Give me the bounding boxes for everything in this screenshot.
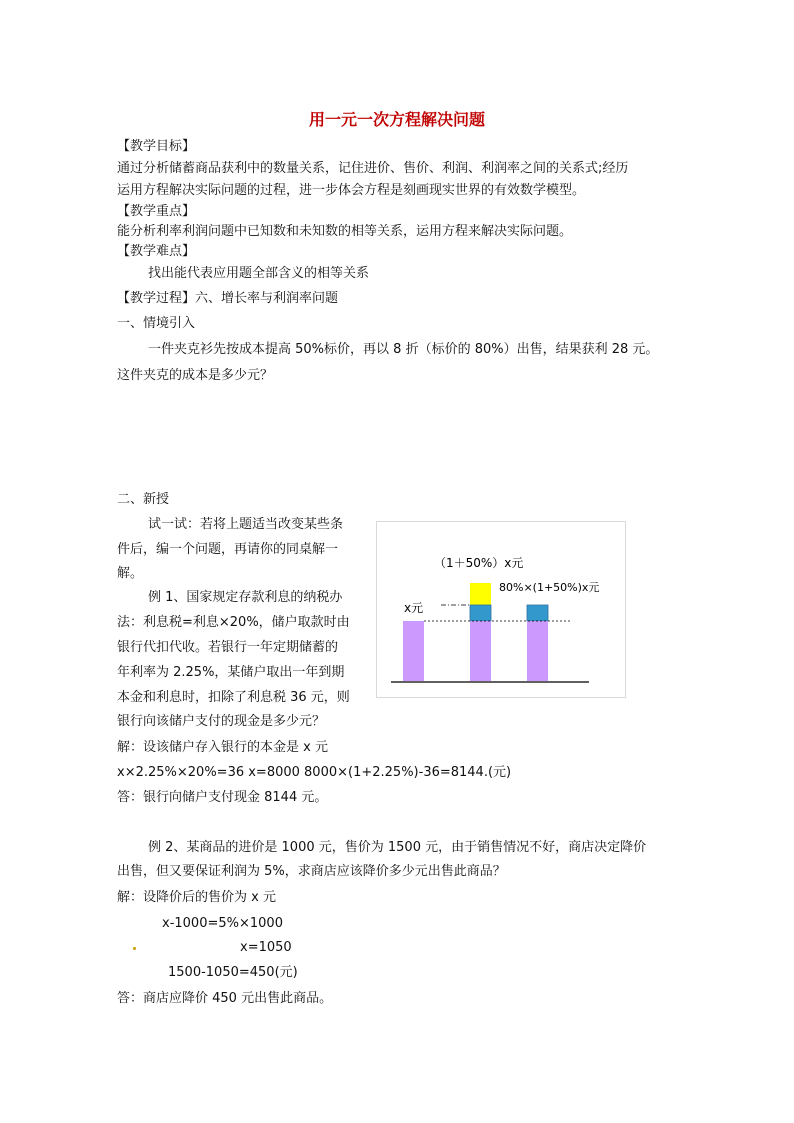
example1-text-line-3: 银行代扣代收。若银行一年定期储蓄的 xyxy=(117,640,339,655)
example2-solution-line-4: 1500-1050=450(元) xyxy=(168,965,298,980)
cost-bar xyxy=(403,621,424,681)
example1-text-line-5: 本金和利息时，扣除了利息税 36 元，则 xyxy=(117,690,350,705)
try-text-line-1: 试一试：若将上题适当改变某些条 xyxy=(148,517,344,532)
difficulty-text: 找出能代表应用题全部含义的相等关系 xyxy=(148,266,370,281)
sale-price-label: 80%×(1+50%)x元 xyxy=(499,581,600,594)
example1-text-line-4: 年利率为 2.25%，某储户取出一年到期 xyxy=(117,665,345,680)
objectives-text-line-2: 运用方程解决实际问题的过程，进一步体会方程是刻画现实世界的有效数学模型。 xyxy=(117,183,586,198)
example1-solution-line-1: 解：设该储户存入银行的本金是 x 元 xyxy=(117,740,328,755)
keypoints-text: 能分析利率利润问题中已知数和未知数的相等关系，运用方程来解决实际问题。 xyxy=(117,224,573,239)
try-text-line-3: 解。 xyxy=(117,566,144,581)
example2-text-line-2: 出售，但又要保证利润为 5%，求商店应该降价多少元出售此商品？ xyxy=(117,864,506,879)
increase-part xyxy=(470,583,491,605)
example1-text-line-6: 银行向该储户支付的现金是多少元？ xyxy=(117,714,326,729)
discount-part-middle xyxy=(470,605,491,621)
discount-part-right xyxy=(527,605,548,621)
example2-solution-line-1: 解：设降价后的售价为 x 元 xyxy=(117,890,276,905)
process-heading: 【教学过程】六、增长率与利润率问题 xyxy=(117,291,339,306)
price-diagram xyxy=(376,521,626,698)
cost-label: x元 xyxy=(404,601,424,615)
example1-answer: 答：银行向储户支付现金 8144 元。 xyxy=(117,790,328,805)
intro-text-line-2: 这件夹克的成本是多少元？ xyxy=(117,368,274,383)
example1-text-line-1: 例 1、国家规定存款利息的纳税办 xyxy=(148,590,343,605)
objectives-heading: 【教学目标】 xyxy=(117,139,196,154)
stray-dot-mark xyxy=(133,947,136,950)
example1-solution-line-2: x×2.25%×20%=36 x=8000 8000×(1+2.25%)-36=8144.(元) xyxy=(117,765,512,780)
example2-text-line-1: 例 2、某商品的进价是 1000 元，售价为 1500 元，由于销售情况不好，商店决定降价 xyxy=(148,840,647,855)
difficulty-heading: 【教学难点】 xyxy=(117,244,196,259)
example1-text-line-2: 法：利息税=利息×20%，储户取款时由 xyxy=(117,615,350,630)
objectives-text-line-1: 通过分析储蓄商品获利中的数量关系，记住进价、售价、利润、利润率之间的关系式;经历 xyxy=(117,161,629,176)
section2-heading: 二、新授 xyxy=(117,492,170,507)
marked-price-label: （1＋50%）x元 xyxy=(434,556,524,570)
section1-heading: 一、情境引入 xyxy=(117,316,196,331)
try-text-line-2: 件后，编一个问题，再请你的同桌解一 xyxy=(117,542,339,557)
cost-part-middle xyxy=(470,621,491,681)
intro-text-line-1: 一件夹克衫先按成本提高 50%标价，再以 8 折（标价的 80%）出售，结果获利 28 元。 xyxy=(148,342,659,357)
keypoints-heading: 【教学重点】 xyxy=(117,204,196,219)
example2-answer: 答：商店应降价 450 元出售此商品。 xyxy=(117,991,333,1006)
example2-solution-line-2: x-1000=5%×1000 xyxy=(162,916,283,931)
price-diagram-svg xyxy=(377,522,625,697)
page-title: 用一元一次方程解决问题 xyxy=(308,110,485,129)
cost-part-right xyxy=(527,621,548,681)
example2-solution-line-3: x=1050 xyxy=(240,940,292,955)
